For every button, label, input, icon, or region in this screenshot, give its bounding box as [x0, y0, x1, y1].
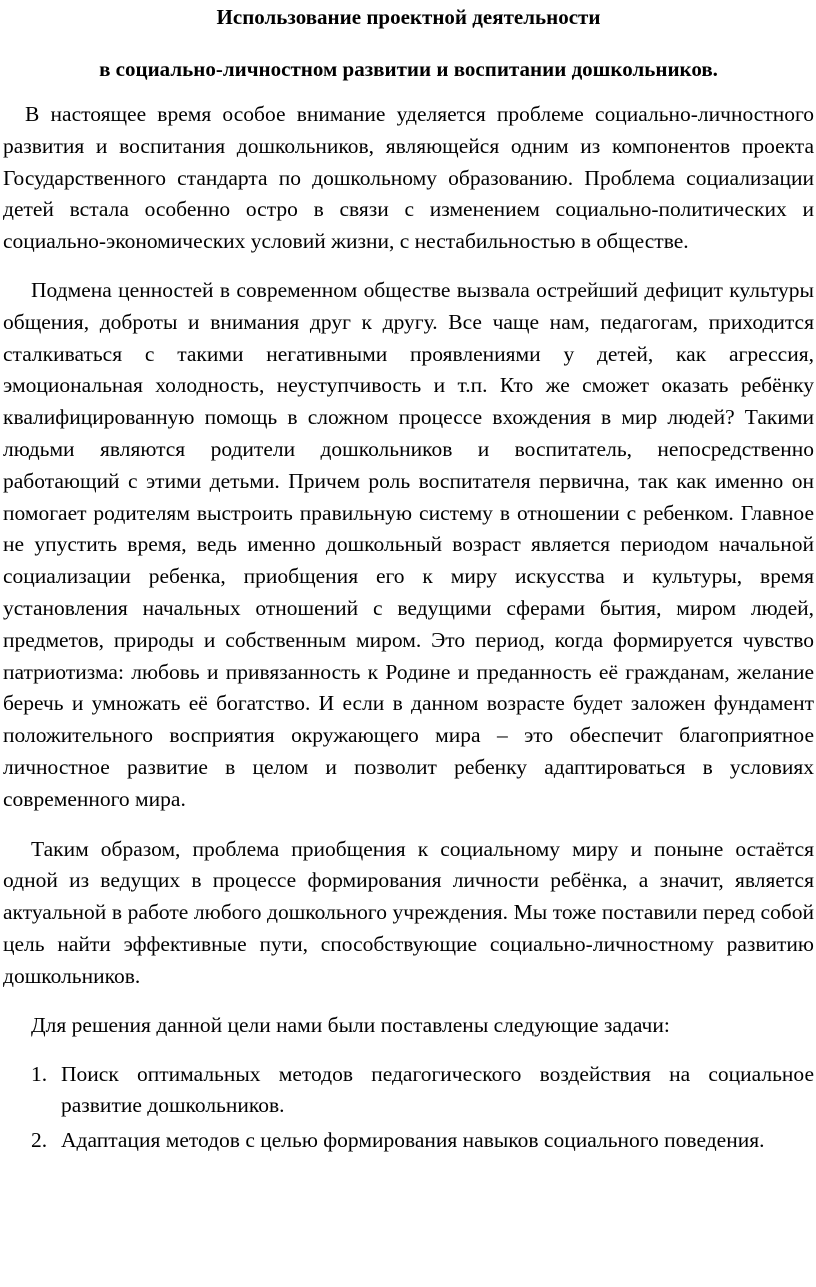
list-item: [3, 1059, 814, 1121]
list-item-text: Поиск оптимальных методов педагогического воздействия на социальное развитие дошкольников.: [61, 1062, 814, 1118]
task-list: [3, 1059, 814, 1156]
paragraph-tasks-intro: Для решения данной цели нами были поставлены следующие задачи:: [31, 1012, 670, 1037]
list-item-number: 1.: [31, 1062, 48, 1087]
paragraph-intro: В настоящее время особое внимание уделяется проблеме социально-личностного развития и воспитания дошкольников, являющейся одним из компонентов проекта Государственного стандарта по дошкольному образованию. Проблема социализации детей встала особенно остро в связи с изменением социально-политических и социально-экономических условий жизни, с нестабильностью в обществе.: [3, 102, 814, 254]
paragraph-conclusion: Таким образом, проблема приобщения к социальному миру и поныне остаётся одной из ведущих в процессе формирования личности ребёнка, а значит, является актуальной в работе любого дошкольного учреждения. Мы тоже поставили перед собой цель найти эффективные пути, способствующие социально-личностному развитию дошкольников.: [3, 836, 814, 988]
document-title-line2: в социально-личностном развитии и воспитании дошкольников.: [99, 57, 718, 81]
list-item-number: 2.: [31, 1128, 48, 1153]
document-title-line1: Использование проектной деятельности: [216, 5, 601, 29]
paragraph-values: Подмена ценностей в современном обществе вызвала острейший дефицит культуры общения, доброты и внимания друг к другу. Все чаще нам, педагогам, приходится сталкиваться с такими негативными проявлениями у детей, как агрессия, эмоциональная холодность, неуступчивость и т.п. Кто же сможет оказать ребёнку квалифицированную помощь в сложном процессе вхождения в мир людей? Такими людьми являются родители дошкольников и воспитатель, непосредственно работающий с этими детьми. Причем роль воспитателя первична, так как именно он помогает родителям выстроить правильную систему в отношении с ребенком. Главное не упустить время, ведь именно дошкольный возраст является периодом начальной социализации ребенка, приобщения его к миру искусства и культуры, время установления начальных отношений с ведущими сферами бытия, миром людей, предметов, природы и собственным миром. Это период, когда формируется чувство патриотизма: любовь и привязанность к Родине и преданность её гражданам, желание беречь и умножать её богатство. И если в данном возрасте будет заложен фундамент положительного восприятия окружающего мира – это обеспечит благоприятное личностное развитие в целом и позволит ребенку адаптироваться в условиях современного мира.: [3, 277, 814, 811]
list-item-text: Адаптация методов с целью формирования навыков социального поведения.: [61, 1128, 765, 1153]
list-item: [3, 1125, 814, 1156]
